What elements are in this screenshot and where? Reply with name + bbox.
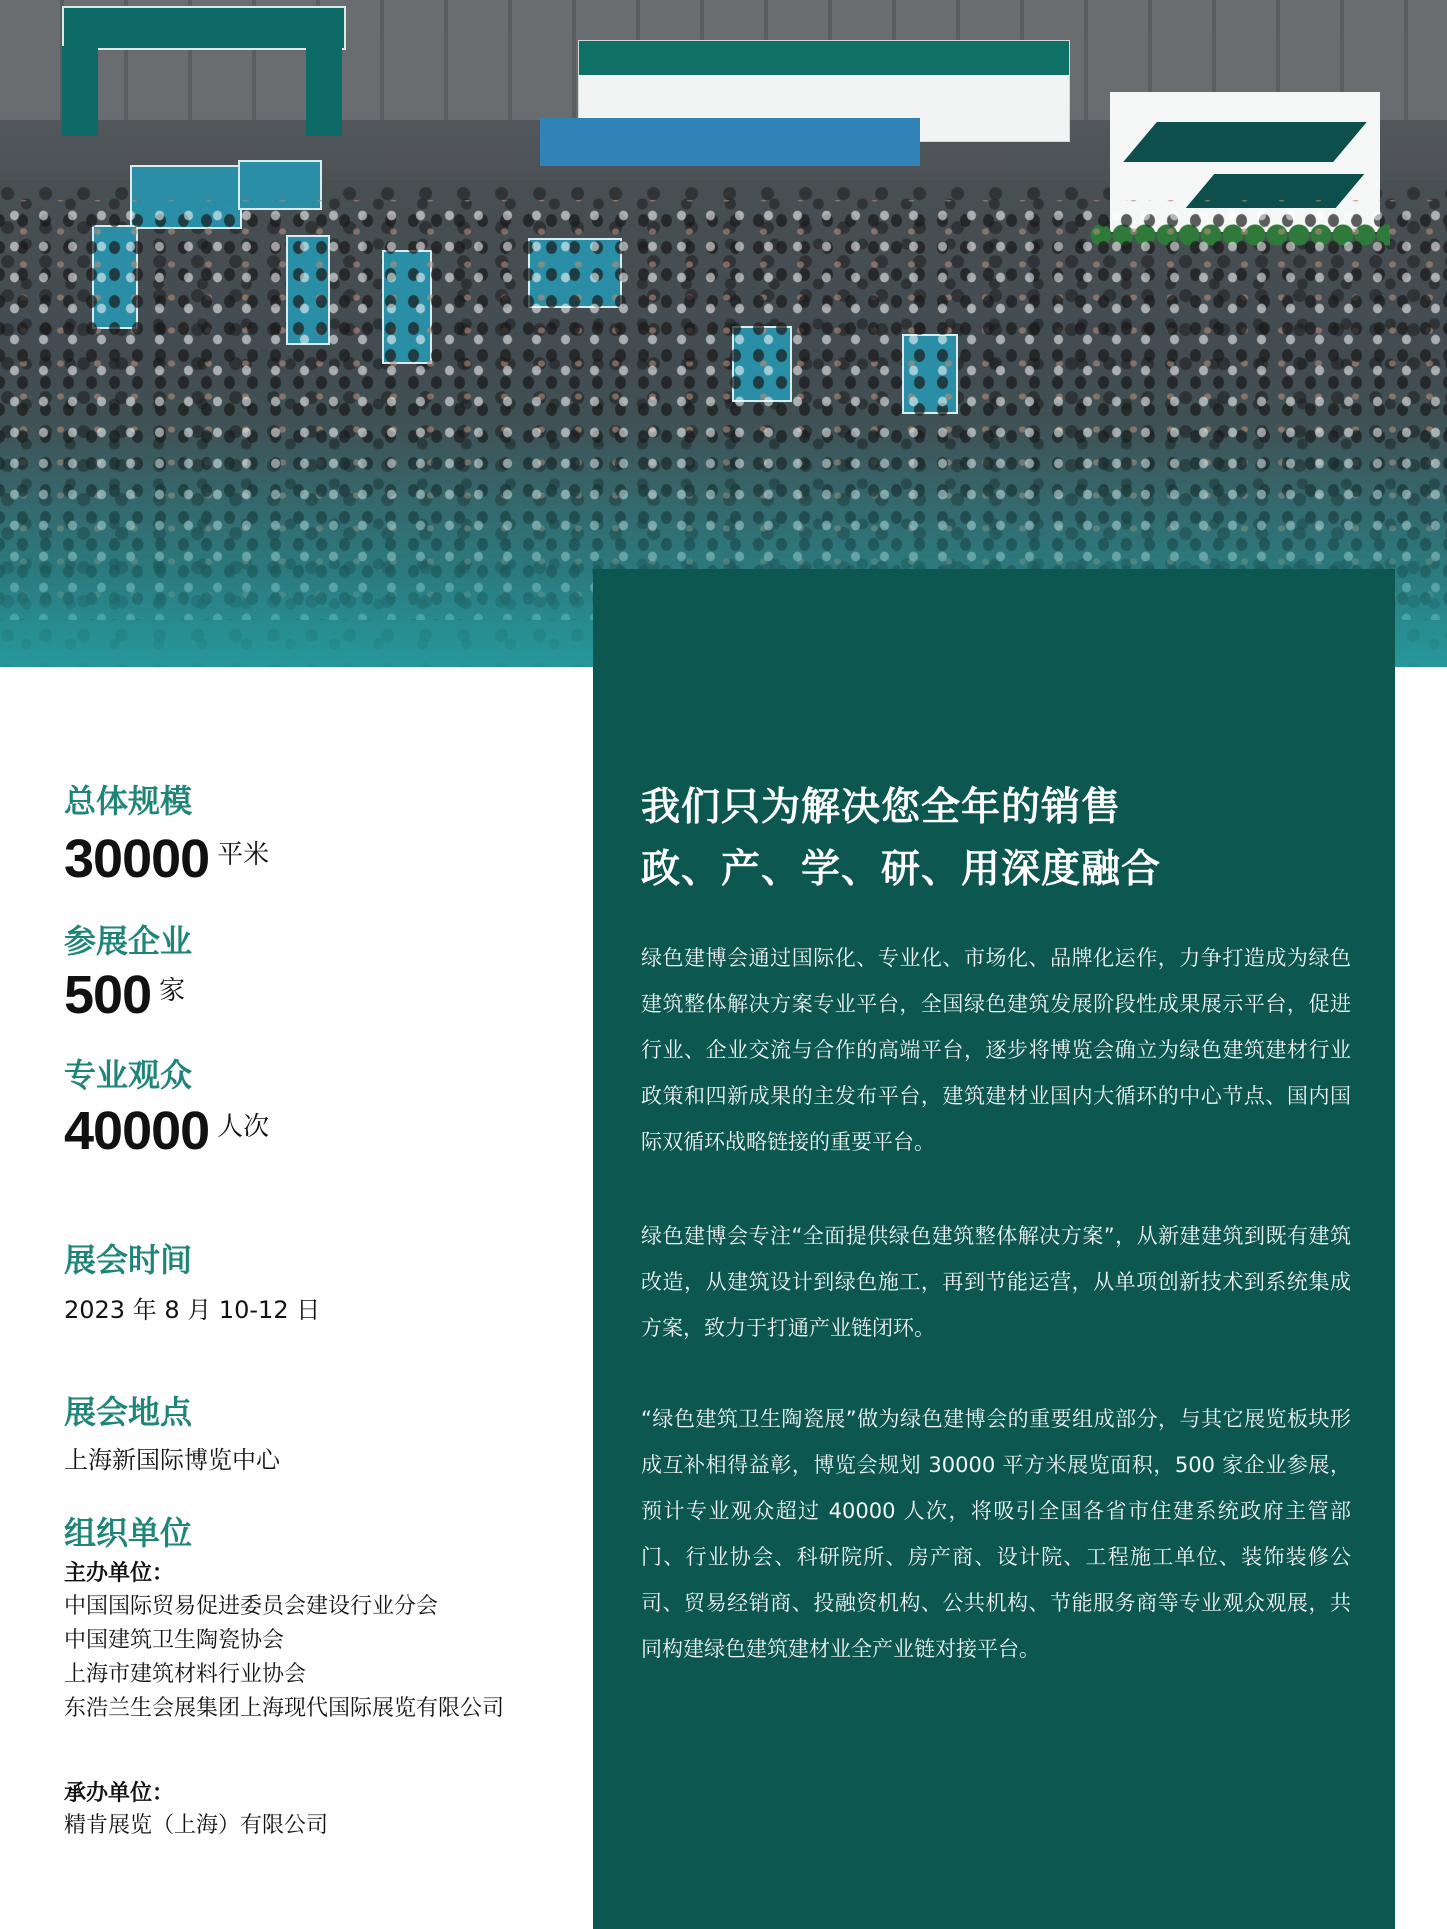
- host-item: 上海市建筑材料行业协会: [64, 1662, 307, 1687]
- exhibition-location-heading: 展会地点: [64, 1393, 193, 1431]
- panel-title-line2: 政、产、学、研、用深度融合: [641, 847, 1162, 892]
- intro-panel: [593, 569, 1395, 1929]
- organizer-value: 精肯展览（上海）有限公司: [64, 1813, 329, 1838]
- hero-photo: [0, 0, 1447, 667]
- exhibitors-unit: 家: [159, 976, 186, 1006]
- host-item: 中国建筑卫生陶瓷协会: [64, 1628, 285, 1653]
- exhibition-location-value: 上海新国际博览中心: [64, 1446, 280, 1474]
- visitors-value: [64, 1100, 269, 1162]
- entrance-gate-left: [62, 46, 98, 136]
- visitors-label: 专业观众: [64, 1056, 193, 1094]
- entrance-gate-right: [306, 46, 342, 136]
- scale-number: 30000: [64, 829, 210, 889]
- scale-value: [64, 828, 269, 890]
- hosts-list: [64, 1590, 504, 1726]
- visitors-number: 40000: [64, 1101, 210, 1161]
- panel-title-line1: 我们只为解决您全年的销售: [641, 785, 1122, 830]
- hosts-label: 主办单位：: [64, 1561, 175, 1586]
- host-item: 东浩兰生会展集团上海现代国际展览有限公司: [64, 1696, 505, 1721]
- scale-unit: 平米: [217, 840, 270, 870]
- organizer-label: 承办单位：: [64, 1781, 175, 1806]
- scale-label: 总体规模: [64, 782, 193, 820]
- host-item: 中国国际贸易促进委员会建设行业分会: [64, 1594, 439, 1619]
- exhibitors-value: [64, 964, 185, 1026]
- exhibitors-number: 500: [64, 965, 152, 1025]
- entrance-banner: [62, 6, 346, 50]
- panel-title: [641, 777, 1161, 901]
- intro-paragraph-2: 绿色建博会专注“全面提供绿色建筑整体解决方案”，从新建建筑到既有建筑改造，从建筑设计到绿色施工，再到节能运营，从单项创新技术到系统集成方案，致力于打通产业链闭环。: [641, 1224, 1351, 1340]
- exhibition-time-heading: 展会时间: [64, 1241, 193, 1279]
- intro-paragraph-1: 绿色建博会通过国际化、专业化、市场化、品牌化运作，力争打造成为绿色建筑整体解决方案专业平台，全国绿色建筑发展阶段性成果展示平台，促进行业、企业交流与合作的高端平台，逐步将博览会确立为绿色建筑建材行业政策和四新成果的主发布平台，建筑建材业国内大循环的中心节点、国内国际双循环战略链接的重要平台。: [641, 946, 1351, 1154]
- intro-paragraph-3: “绿色建筑卫生陶瓷展”做为绿色建博会的重要组成部分，与其它展览板块形成互补相得益彰，博览会规划 30000 平方米展览面积，500 家企业参展，预计专业观众超过 40000 人次，将吸引全国各省市住建系统政府主管部门、行业协会、科研院所、房产商、设计院、工程施工单位、装饰装修公司、贸易经销商、投融资机构、公共机构、节能服务商等专业观众观展，共同构建绿色建筑建材业全产业链对接平台。: [641, 1407, 1351, 1661]
- exhibitors-label: 参展企业: [64, 922, 193, 960]
- organizers-heading: 组织单位: [64, 1514, 193, 1552]
- exhibition-time-value: 2023 年 8 月 10-12 日: [64, 1296, 321, 1324]
- visitors-unit: 人次: [217, 1112, 270, 1142]
- registration-counter: [540, 118, 920, 166]
